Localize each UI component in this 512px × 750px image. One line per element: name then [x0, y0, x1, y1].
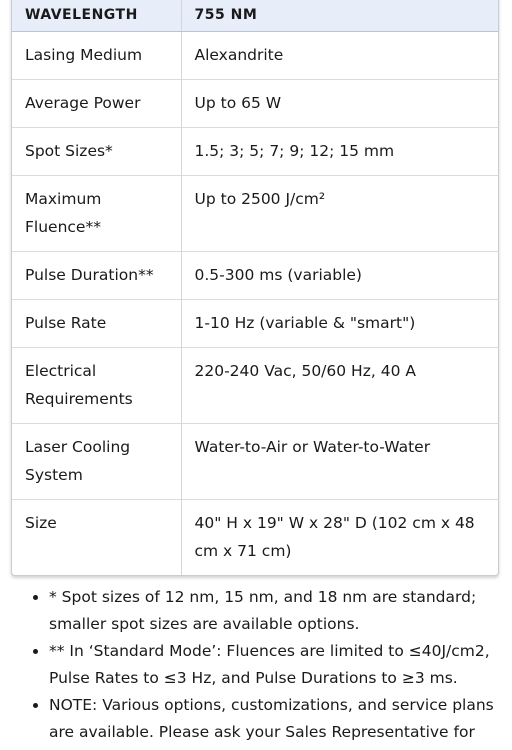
row-label: Lasing Medium	[25, 46, 143, 64]
row-value: 1.5; 3; 5; 7; 9; 12; 15 mm	[181, 128, 498, 176]
footnotes-list	[22, 584, 512, 746]
row-label: Laser Cooling System	[12, 424, 181, 500]
row-value: 220-240 Vac, 50/60 Hz, 40 A	[181, 348, 498, 424]
table-row	[12, 176, 498, 252]
row-value: 1-10 Hz (variable & "smart")	[181, 300, 498, 348]
table-row	[12, 424, 498, 500]
row-value: Up to 2500 J/cm²	[181, 176, 498, 252]
table-row	[12, 500, 498, 576]
header-cell-value: 755 NM	[181, 0, 498, 32]
table-row	[12, 252, 498, 300]
row-value: Alexandrite	[181, 32, 498, 80]
footnote-spot-sizes: • * Spot sizes of 12 nm, 15 nm, and 18 nm are standard; smaller spot sizes are available options.	[49, 584, 512, 638]
row-label: Spot Sizes*	[12, 128, 181, 176]
row-value: Up to 65 W	[181, 80, 498, 128]
row-label: Pulse Rate	[12, 300, 181, 348]
row-label: Size	[12, 500, 181, 576]
row-label: Average Power	[12, 80, 181, 128]
row-value: 0.5-300 ms (variable)	[181, 252, 498, 300]
row-label: Maximum Fluence**	[12, 176, 181, 252]
footnote-standard-mode: • ** In ‘Standard Mode’: Fluences are limited to ≤40J/cm2, Pulse Rates to ≤3 Hz, and Pulse Durations to ≥3 ms.	[49, 638, 512, 692]
header-cell-label: WAVELENGTH	[12, 0, 181, 32]
row-value: Water-to-Air or Water-to-Water	[181, 424, 498, 500]
specs-table	[11, 0, 499, 576]
footnote-options: • NOTE: Various options, customizations, and service plans are available. Please ask your Sales Representative for	[49, 692, 512, 746]
table-row	[12, 128, 498, 176]
table-row	[12, 300, 498, 348]
table-row	[12, 80, 498, 128]
row-label: Electrical Requirements	[12, 348, 181, 424]
table-row	[12, 348, 498, 424]
row-label: Pulse Duration**	[12, 252, 181, 300]
table-row	[12, 32, 498, 80]
table-header-row	[12, 0, 498, 32]
row-value: 40" H x 19" W x 28" D (102 cm x 48 cm x 71 cm)	[181, 500, 498, 576]
